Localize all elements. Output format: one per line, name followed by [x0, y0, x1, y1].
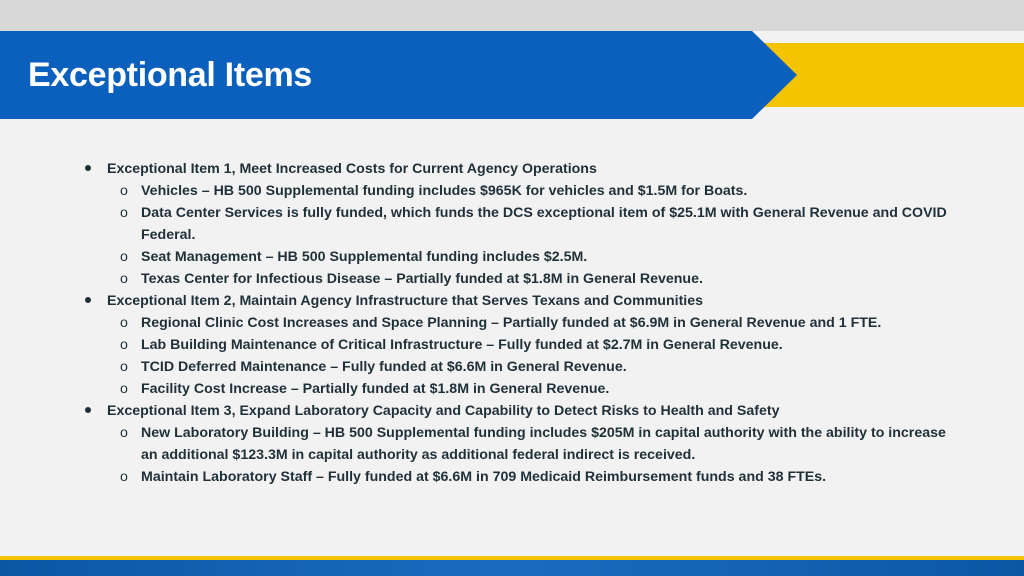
- sub-item-text: TCID Deferred Maintenance – Fully funded at $6.6M in General Revenue.: [141, 359, 627, 375]
- bullet-list: [78, 158, 958, 488]
- sub-item: [78, 334, 958, 356]
- slide-title: Exceptional Items: [28, 55, 312, 94]
- sub-item: [78, 202, 958, 246]
- sub-item-text: Lab Building Maintenance of Critical Infrastructure – Fully funded at $2.7M in General Revenue.: [141, 337, 783, 353]
- gold-arrow: [762, 43, 1024, 107]
- sub-item: [78, 180, 958, 202]
- sub-item-text: Maintain Laboratory Staff – Fully funded at $6.6M in 709 Medicaid Reimbursement funds and 38 FTEs.: [141, 469, 827, 485]
- sub-item: [78, 466, 958, 488]
- exceptional-item-1-text: Exceptional Item 1, Meet Increased Costs for Current Agency Operations: [107, 161, 597, 177]
- exceptional-item-3-text: Exceptional Item 3, Expand Laboratory Capacity and Capability to Detect Risks to Health and Safety: [107, 403, 780, 419]
- sub-item: [78, 356, 958, 378]
- sub-bullet-icon: o: [120, 359, 128, 375]
- sub-item: [78, 268, 958, 290]
- footer-blue-bar: [0, 560, 1024, 576]
- sub-bullet-icon: o: [120, 337, 128, 353]
- bullet-icon: [78, 290, 98, 312]
- sub-bullet-icon: o: [120, 183, 128, 199]
- sub-bullet-icon: o: [120, 205, 128, 221]
- exceptional-item-2-text: Exceptional Item 2, Maintain Agency Infrastructure that Serves Texans and Communities: [107, 293, 704, 309]
- sub-item: [78, 422, 958, 466]
- sub-bullet-icon: o: [120, 249, 128, 265]
- sub-item-text: Texas Center for Infectious Disease – Partially funded at $1.8M in General Revenue.: [141, 271, 703, 287]
- sub-item-text: Facility Cost Increase – Partially funded at $1.8M in General Revenue.: [141, 381, 610, 397]
- top-strip: [0, 0, 1024, 31]
- sub-item-text: Vehicles – HB 500 Supplemental funding includes $965K for vehicles and $1.5M for Boats.: [141, 183, 748, 199]
- sub-bullet-icon: o: [120, 271, 128, 287]
- sub-bullet-icon: o: [120, 469, 128, 485]
- sub-item-text: Regional Clinic Cost Increases and Space Planning – Partially funded at $6.9M in General Revenue and 1 FTE.: [141, 315, 882, 331]
- sub-item-text: Seat Management – HB 500 Supplemental funding includes $2.5M.: [141, 249, 588, 265]
- sub-item: [78, 312, 958, 334]
- sub-bullet-icon: o: [120, 425, 128, 441]
- sub-item-text: New Laboratory Building – HB 500 Supplemental funding includes $205M in capital authority with the ability to increase an additional $123.3M in capital authority as additional federal indirect is received.: [141, 425, 946, 463]
- sub-bullet-icon: o: [120, 381, 128, 397]
- exceptional-item-2: [78, 290, 958, 312]
- sub-item: [78, 246, 958, 268]
- exceptional-item-3: [78, 400, 958, 422]
- bullet-icon: [78, 400, 98, 422]
- sub-item: [78, 378, 958, 400]
- exceptional-item-1: [78, 158, 958, 180]
- sub-bullet-icon: o: [120, 315, 128, 331]
- bullet-icon: [78, 158, 98, 180]
- sub-item-text: Data Center Services is fully funded, which funds the DCS exceptional item of $25.1M with General Revenue and COVID Federal.: [141, 205, 947, 243]
